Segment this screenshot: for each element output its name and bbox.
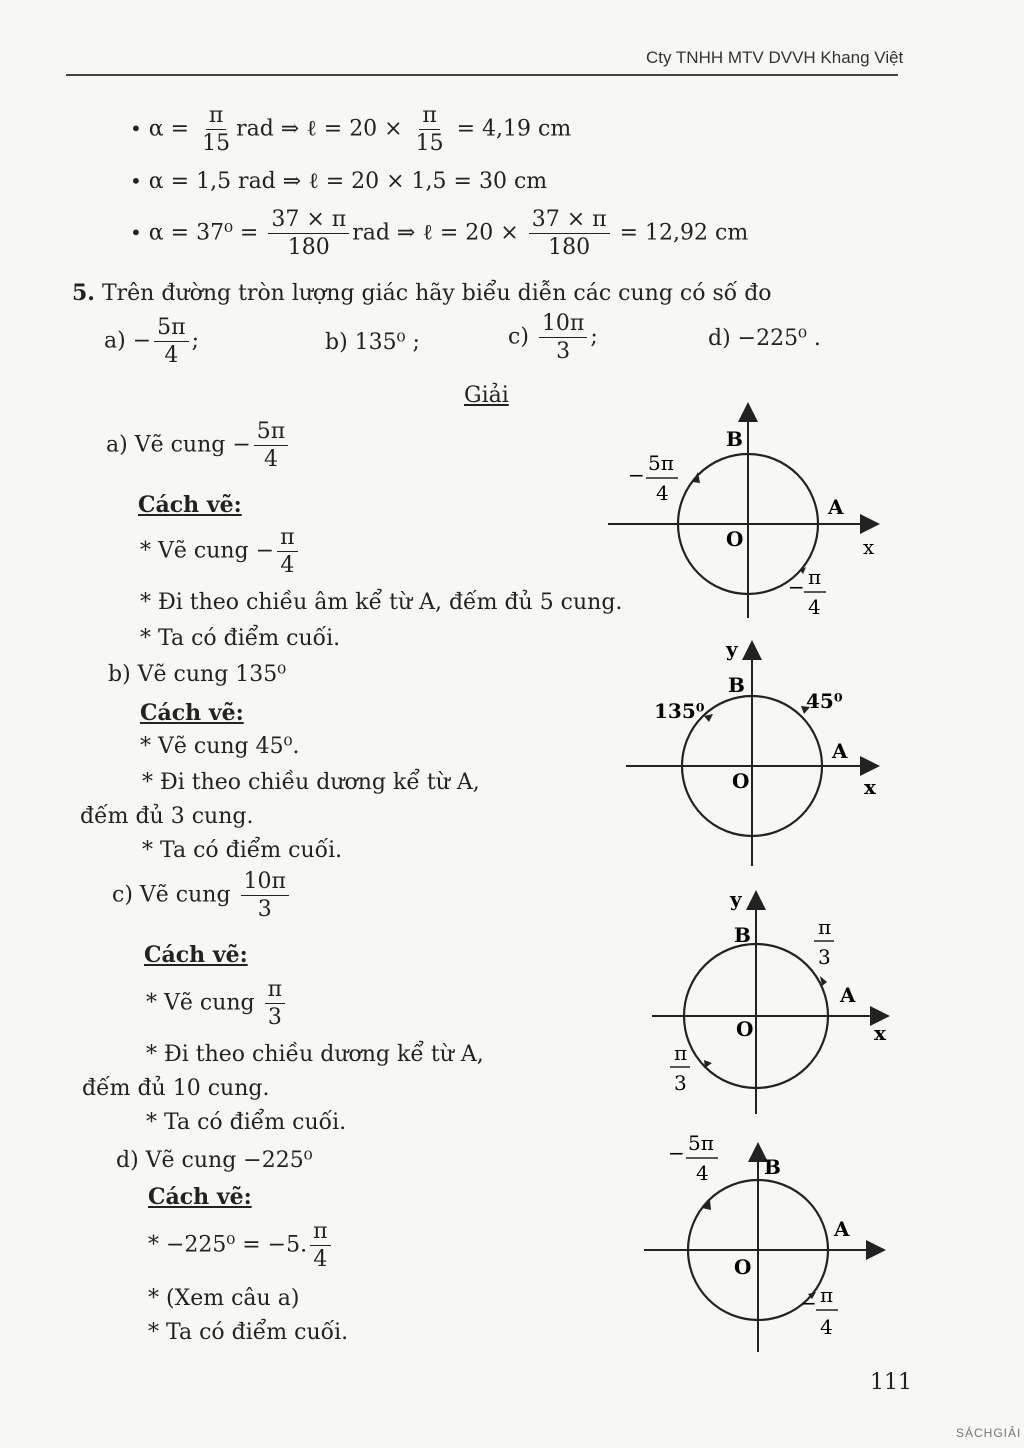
fraction bbox=[539, 312, 587, 363]
frac-num: π bbox=[277, 526, 297, 552]
frac-num: 10π bbox=[539, 312, 587, 338]
calc-lhs: α = bbox=[148, 116, 190, 142]
fraction bbox=[277, 526, 297, 577]
frac-den: 3 bbox=[556, 339, 571, 365]
bullet: • bbox=[130, 116, 142, 141]
part-b-step-2: * Đi theo chiều dương kể từ A, bbox=[142, 770, 480, 795]
problem-text: Trên đường tròn lượng giác hãy biểu diễn các cung có số đo bbox=[101, 281, 772, 306]
label-B: B bbox=[764, 1155, 781, 1179]
frac-den: 4 bbox=[696, 1161, 709, 1185]
semicolon: ; bbox=[590, 324, 598, 350]
frac-den: 180 bbox=[287, 235, 330, 261]
frac-den: 15 bbox=[202, 131, 231, 157]
minus-sign: − bbox=[668, 1141, 685, 1165]
header-rule bbox=[66, 74, 898, 76]
heading-text: a) Vẽ cung bbox=[106, 432, 226, 458]
label-O: O bbox=[736, 1017, 754, 1041]
frac-num: 5π bbox=[254, 420, 288, 446]
calc-line-3 bbox=[130, 208, 748, 259]
calc-mid: rad ⇒ ℓ = 20 × bbox=[352, 220, 519, 246]
minus-sign: − bbox=[255, 538, 275, 564]
problem-number: 5. bbox=[72, 280, 95, 306]
fraction bbox=[413, 104, 447, 155]
frac-num: π bbox=[674, 1041, 688, 1065]
label-B: B bbox=[726, 427, 743, 451]
minus-sign: − bbox=[132, 328, 152, 354]
problem-option-b: b) 135⁰ ; bbox=[325, 330, 420, 355]
frac-num: π bbox=[265, 978, 285, 1004]
part-a-method: Cách vẽ: bbox=[138, 492, 242, 518]
figure-d-unit-circle bbox=[640, 1126, 890, 1354]
part-c-step-3: * Ta có điểm cuối. bbox=[146, 1110, 347, 1135]
label-O: O bbox=[734, 1255, 752, 1279]
figure-c-unit-circle bbox=[646, 884, 896, 1116]
label-O: O bbox=[726, 527, 744, 551]
part-b-method: Cách vẽ: bbox=[140, 700, 244, 726]
calc-result: = 12,92 cm bbox=[619, 220, 749, 246]
part-a-step-1 bbox=[140, 526, 301, 577]
frac-num: 5π bbox=[688, 1131, 714, 1155]
frac-num: π bbox=[419, 104, 439, 130]
frac-den: 3 bbox=[267, 1005, 282, 1031]
frac-num: 37 × π bbox=[268, 208, 349, 234]
frac-den: 4 bbox=[656, 481, 669, 505]
part-d-method: Cách vẽ: bbox=[148, 1184, 252, 1210]
label-x: x bbox=[863, 535, 875, 559]
label-O: O bbox=[732, 769, 750, 793]
frac-num: π bbox=[310, 1220, 330, 1246]
frac-num: π bbox=[808, 565, 822, 589]
part-b-step-1: * Vẽ cung 45⁰. bbox=[140, 734, 300, 759]
label-A: A bbox=[832, 739, 848, 763]
calc-line-1 bbox=[130, 104, 571, 155]
part-c-heading bbox=[112, 870, 292, 921]
semicolon: ; bbox=[191, 328, 200, 354]
part-c-step-2-cont: đếm đủ 10 cung. bbox=[82, 1076, 270, 1101]
solution-title: Giải bbox=[464, 383, 509, 408]
problem-option-c bbox=[508, 312, 598, 363]
calc-text: α = 1,5 rad ⇒ ℓ = 20 × 1,5 = 30 cm bbox=[148, 169, 548, 194]
label-x: x bbox=[864, 775, 876, 799]
calc-line-2 bbox=[130, 168, 547, 194]
label-y: y bbox=[730, 887, 742, 911]
step-text: * −225⁰ = −5. bbox=[148, 1232, 308, 1258]
label-x: x bbox=[874, 1021, 886, 1045]
frac-num: π bbox=[820, 1283, 834, 1307]
problem-option-a bbox=[104, 316, 199, 367]
label-A: A bbox=[840, 983, 856, 1007]
part-b-heading: b) Vẽ cung 135⁰ bbox=[108, 662, 287, 687]
frac-den: 4 bbox=[280, 553, 295, 579]
minus-sign: − bbox=[788, 575, 805, 599]
bullet: • bbox=[130, 169, 142, 193]
part-d-step-3: * Ta có điểm cuối. bbox=[148, 1320, 349, 1345]
label-A: A bbox=[828, 495, 844, 519]
label-B: B bbox=[734, 923, 751, 947]
option-label: c) bbox=[508, 324, 529, 350]
option-label: a) bbox=[104, 328, 126, 354]
part-c-method: Cách vẽ: bbox=[144, 942, 248, 968]
frac-den: 4 bbox=[164, 343, 179, 369]
problem-option-d: d) −225⁰ . bbox=[708, 326, 821, 351]
calc-result: = 4,19 cm bbox=[456, 116, 572, 142]
watermark-logo: SÁCHGIẢI bbox=[956, 1426, 1022, 1440]
frac-num: 5π bbox=[648, 451, 674, 475]
fraction bbox=[254, 420, 288, 471]
part-a-step-3: * Ta có điểm cuối. bbox=[140, 626, 341, 651]
label-y: y bbox=[726, 637, 738, 661]
frac-num: π bbox=[206, 104, 226, 130]
figure-a-unit-circle bbox=[600, 398, 890, 628]
frac-den: 4 bbox=[820, 1315, 833, 1339]
fraction bbox=[268, 208, 349, 259]
label-B: B bbox=[728, 673, 745, 697]
part-b-step-2-cont: đếm đủ 3 cung. bbox=[80, 804, 254, 829]
step-text: * Vẽ cung bbox=[140, 538, 249, 564]
page-number: 111 bbox=[870, 1370, 912, 1395]
figure-b-unit-circle bbox=[620, 634, 890, 870]
frac-den: 3 bbox=[818, 945, 831, 969]
minus-sign: − bbox=[232, 432, 251, 458]
frac-num: 37 × π bbox=[529, 208, 610, 234]
frac-num: 5π bbox=[154, 316, 188, 342]
part-d-step-2: * (Xem câu a) bbox=[148, 1286, 300, 1311]
label-A: A bbox=[834, 1217, 850, 1241]
fraction bbox=[310, 1220, 330, 1271]
fraction bbox=[265, 978, 285, 1029]
calc-lhs: α = 37⁰ = bbox=[148, 220, 259, 246]
bullet: • bbox=[130, 220, 142, 245]
fraction bbox=[154, 316, 188, 367]
publisher-header: Cty TNHH MTV DVVH Khang Việt bbox=[646, 48, 904, 67]
frac-den: 3 bbox=[257, 897, 272, 923]
step-text: * Vẽ cung bbox=[146, 990, 255, 1016]
frac-den: 3 bbox=[674, 1071, 687, 1095]
arrow-icon bbox=[704, 1060, 712, 1068]
frac-den: 4 bbox=[313, 1247, 328, 1273]
part-a-heading bbox=[106, 420, 291, 471]
frac-num: 10π bbox=[241, 870, 289, 896]
part-b-step-3: * Ta có điểm cuối. bbox=[142, 838, 343, 863]
frac-den: 15 bbox=[415, 131, 444, 157]
minus-sign: − bbox=[628, 463, 645, 487]
part-c-step-1 bbox=[146, 978, 288, 1029]
fraction bbox=[199, 104, 233, 155]
part-d-step-1 bbox=[148, 1220, 334, 1271]
problem-statement bbox=[72, 280, 772, 306]
calc-mid: rad ⇒ ℓ = 20 × bbox=[236, 116, 403, 142]
fraction bbox=[529, 208, 610, 259]
frac-den: 180 bbox=[548, 235, 591, 261]
part-c-step-2: * Đi theo chiều dương kể từ A, bbox=[146, 1042, 484, 1067]
part-a-step-2: * Đi theo chiều âm kể từ A, đếm đủ 5 cung. bbox=[140, 590, 623, 615]
label-45-deg: 45⁰ bbox=[806, 689, 843, 713]
frac-num: π bbox=[818, 915, 832, 939]
fraction bbox=[241, 870, 289, 921]
heading-text: c) Vẽ cung bbox=[112, 882, 231, 908]
frac-den: 4 bbox=[264, 447, 279, 473]
minus-sign: − bbox=[800, 1291, 817, 1315]
label-135-deg: 135⁰ bbox=[654, 699, 705, 723]
part-d-heading: d) Vẽ cung −225⁰ bbox=[116, 1148, 313, 1173]
frac-den: 4 bbox=[808, 595, 821, 619]
